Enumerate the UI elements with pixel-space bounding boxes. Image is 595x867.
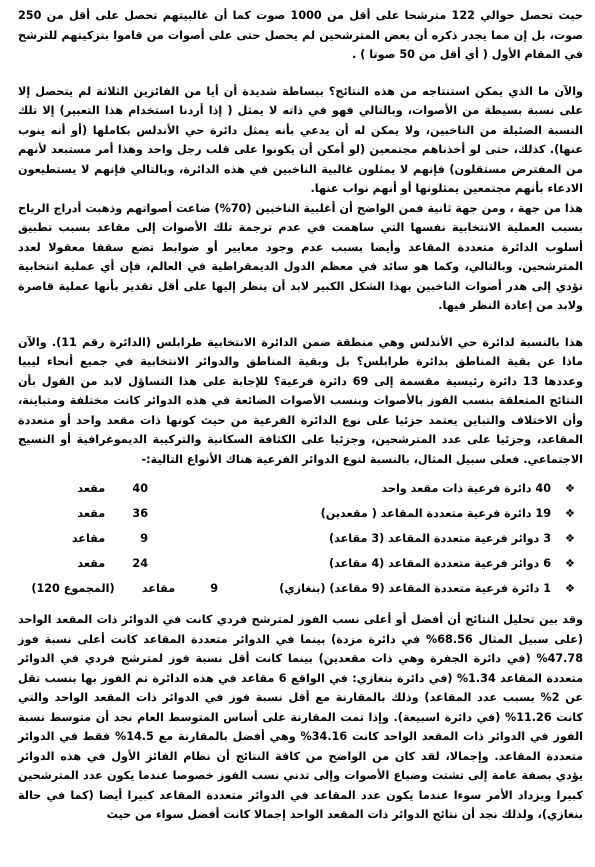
paragraph-5: وقد بين تحليل النتائج أن أفضل أو أعلى نسب الفوز لمترشح فردي كانت في الدوائر ذات المقعد الواحد (على سبيل المثال 68.56% في دائرة مزدة) بينما في الدوائر متعددة المقاعد كانت أعلى نسبة فوز 47.78% (في دائرة الجفرة وهي ذات مقعدين) بينما كانت أقل نسبة فوز لمترشح فردي في الدوائر متعددة المقاعد 1.34% (في دائرة بنغازي: في الواقع 6 مقاعد في هذه الدائرة تم الفوز بها بنسب تقل عن 2% بسبب عدد المقاعد) وذلك بالمقارنة مع أقل نسبة فوز في الدوائر ذات المقعد الواحد والتي كانت 11.26% (في دائرة اسبيعة). وإذا تمت المقارنة على أساس المتوسط العام نجد أن متوسط نسبة الفوز في الدوائر ذات المقعد الواحد كانت 34.16% وهي أفضل بالمقارنة مع 14.5% فقط في الدوائر متعددة المقاعد. وإجمالا، لقد كان من الواضح من كافة النتائج أن نظام الفائز الأول في هذه الدوائر يؤدي بصفة عامة إلى تشتت وضياع الأصوات وإلى تدني نسب الفوز خصوصا عندما يكون عدد المترشحين كبيرا ويزداد الأمر سوءا عندما يكون عدد المقاعد في الدوائر متعددة المقاعد كبيرا أيضا (كما في حالة بنغازي)، ولذلك نجد أن نتائج الدوائر ذات المقعد الواحد إجمالا كانت أفضل سواء من حيث bbox=[18, 613, 584, 821]
seat-count: 9 bbox=[140, 532, 148, 545]
paragraph-3: هذا من جهة ، ومن جهة ثانية فمن الواضح أن أغلبية الناخبين (70%) ضاعت أصواتهم وذهبت أدراج الرياح بسبب العملية الانتخابية نفسها التي ساهمت في عدم ترجمة تلك الأصوات إلى مقاعد بسبب تطبيق أسلوب الدائرة متعددة المقاعد وأيضا بسبب عدم وجود معايير أو ضوابط تضع سقفا معقولا لعدد المترشحين. وبالتالي، وكما هو سائد في معظم الدول الديمقراطية في العالم، فإن أي عملية انتخابية تؤدي إلى هدر أصوات الناخبين بهذا الشكل الكبير لابد أن ينظر إليها على أقل تقدير بأنها عملية قاصرة ولابد من إعادة النظر فيها. bbox=[18, 201, 583, 312]
diamond-bullet-icon: ❖ bbox=[564, 507, 575, 520]
seat-unit: مقعد bbox=[77, 507, 106, 520]
list-item: ❖ 19 دائرة فرعية متعددة المقاعد ( مقعدين) 36 مقعد bbox=[18, 504, 583, 529]
district-types-list bbox=[18, 479, 583, 604]
paragraph-1: حيث تحصل حوالي 122 مترشحا على أقل من 1000 صوت كما أن غالبيتهم تحصل على أقل من 250 صوت، بل إن مما يجدر ذكره أن بعض المترشحين لم يحصل حتى على أصوات من قاموا بتزكيتهم للترشح في المقام الأول ( أي أقل من 50 صوتا ) . bbox=[18, 9, 583, 61]
seat-count: 40 bbox=[132, 482, 148, 495]
seat-unit: مقاعد bbox=[141, 582, 176, 595]
diamond-bullet-icon: ❖ bbox=[564, 582, 575, 595]
list-item: ❖ 3 دوائر فرعية متعددة المقاعد (3 مقاعد) 9 مقاعد bbox=[18, 529, 583, 554]
list-item: ❖ 40 دائرة فرعية ذات مقعد واحد 40 مقعد bbox=[18, 479, 583, 504]
diamond-bullet-icon: ❖ bbox=[564, 532, 575, 545]
seat-unit: مقعد bbox=[77, 557, 106, 570]
seat-count: 36 bbox=[132, 507, 148, 520]
seat-unit: مقاعد bbox=[71, 532, 106, 545]
seat-total: (المجموع 120) bbox=[31, 582, 115, 595]
paragraph-4: هذا بالنسبة لدائرة حي الأندلس وهي منطقة ضمن الدائرة الانتخابية طرابلس (الدائرة رقم 11). والآن ماذا عن بقية المناطق بدائرة طرابلس؟ بل وبقية المناطق والدوائر الانتخابية في جميع أنحاء ليبيا وعددها 13 دائرة رئيسية مقسمة إلى 69 دائرة فرعية؟ للإجابة على هذا التساؤل لابد من القول بأن النتائج المتعلقة بنسب الفوز بالأصوات وبنسب الأصوات الضائعة في هذه الدوائر كانت مختلفة ومتباينة، وأن الاختلاف والتباين يعتمد جزئيا على نوع الدائرة الفرعية من حيث كونها ذات مقعد واحد أو متعددة المقاعد، وجزئيا على عدد المترشحين، وجزئيا على الكثافة السكانية والتركيبة الديموغرافية أو النسيج الاجتماعي. فعلى سبيل المثال، بالنسبة لنوع الدوائر الفرعية هناك الأنواع التالية:- bbox=[18, 335, 583, 466]
diamond-bullet-icon: ❖ bbox=[564, 482, 575, 495]
list-item: ❖ 6 دوائر فرعية متعددة المقاعد (4 مقاعد) 24 مقعد bbox=[18, 554, 583, 579]
diamond-bullet-icon: ❖ bbox=[564, 557, 575, 570]
seat-count: 9 bbox=[210, 582, 218, 595]
paragraph-2: والآن ما الذي يمكن استنتاجه من هذه النتائج؟ ببساطة شديدة أن أيا من الفائزين الثلاثة لم يتحصل إلا على نسبة بسيطة من الأصوات، وبالتالي فهو في ذاته لا يمثل ( إذا أردنا استخدام هذا التعبير) إلا تلك النسبة الضئيلة من الناخبين، ولا يمكن له أن يدعي بأنه يمثل دائرة حي الأندلس بكاملها (أو أنه ينوب عنها). كذلك، حتى لو أخذناهم مجتمعين (لو أمكن أن يكونوا على قلب رجل واحد وهذا أمر مستبعد لأنهم من المفترض مستقلون) فإنهم لا يمثلون غالبية الناخبين في هذه الدائرة، وبالتالي فإنهم لا يستطيعون الادعاء بأنهم مجتمعين يمثلونها أو أنهم نواب عنها. bbox=[18, 84, 583, 195]
seat-unit: مقعد bbox=[77, 482, 106, 495]
list-item: ❖ 1 دائرة فرعية متعددة المقاعد (9 مقاعد) (بنغازي) 9 مقاعد (المجموع 120) bbox=[18, 579, 583, 604]
document-page bbox=[18, 6, 583, 825]
seat-count: 24 bbox=[132, 557, 148, 570]
